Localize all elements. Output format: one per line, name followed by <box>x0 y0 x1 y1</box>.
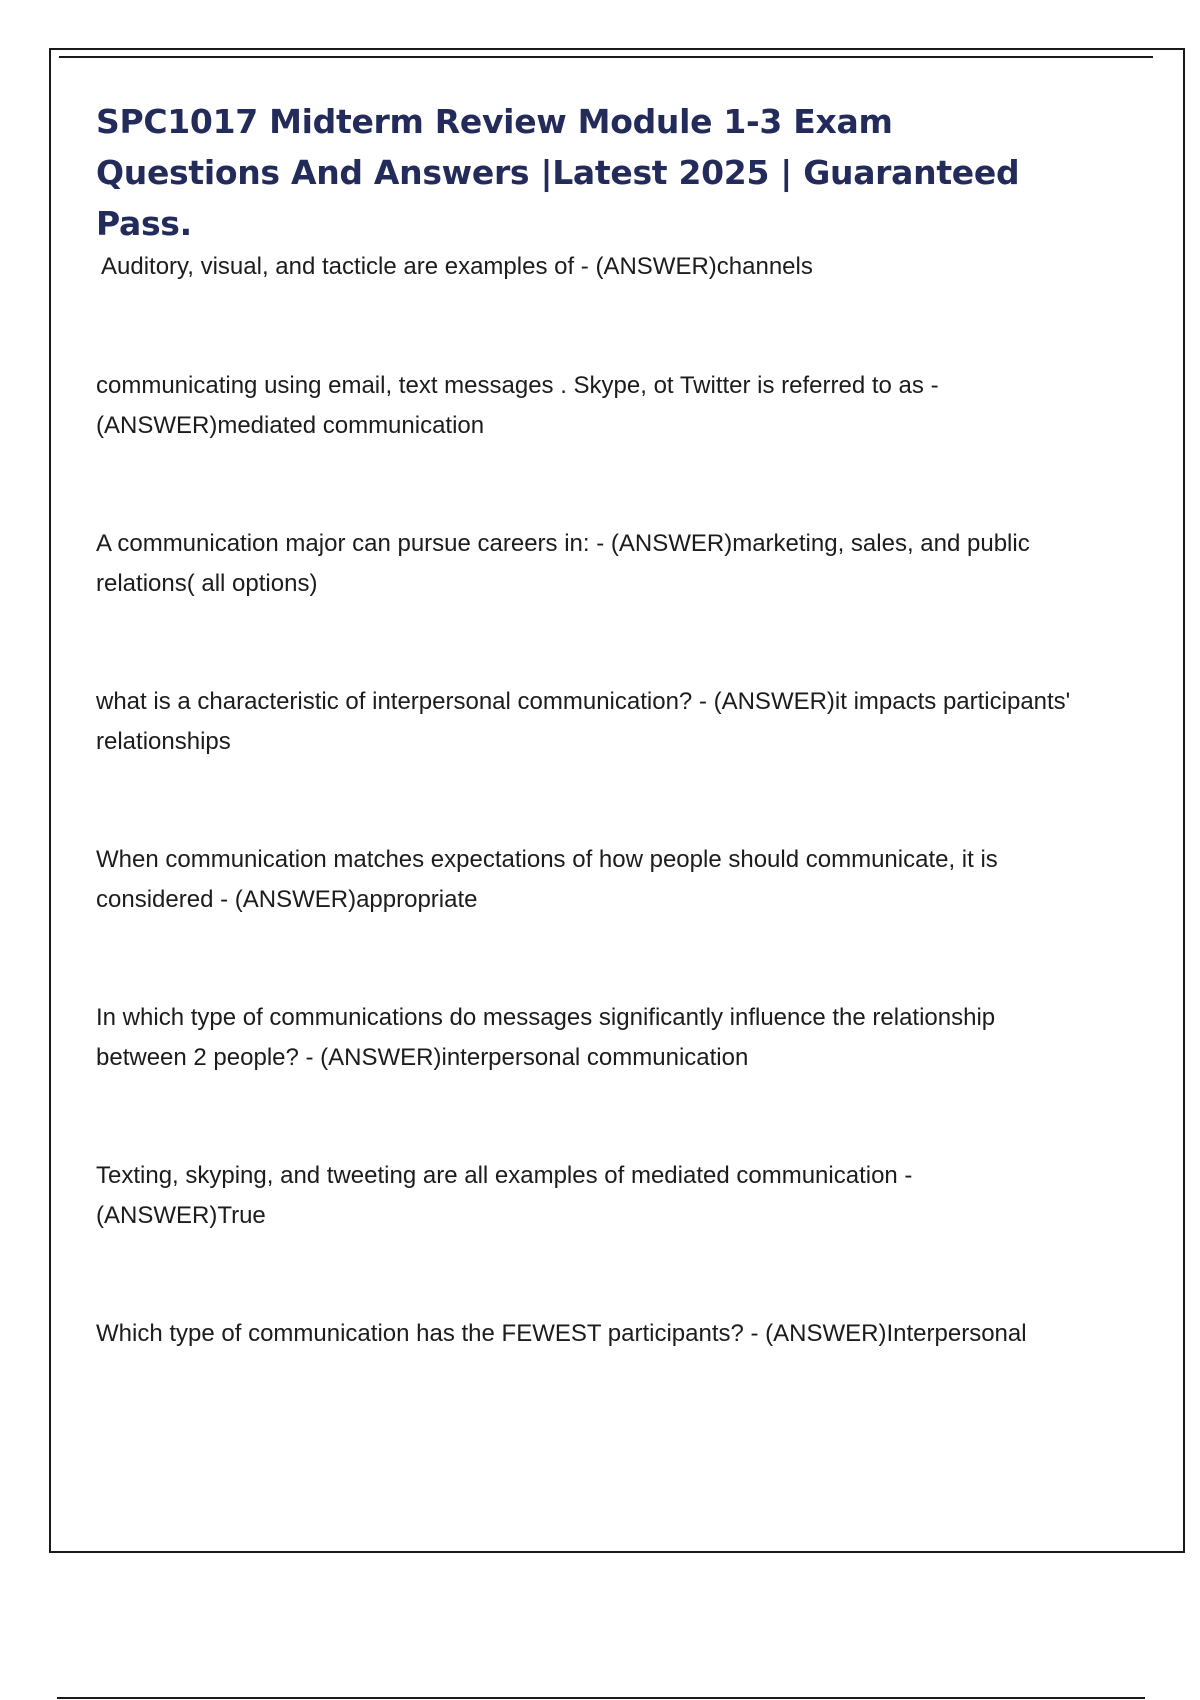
document-title: SPC1017 Midterm Review Module 1-3 Exam Questions And Answers |Latest 2025 | Guaranteed Pass. <box>96 102 1020 243</box>
qa-list <box>96 247 1086 1354</box>
qa-item: In which type of communications do messages significantly influence the relationship between 2 people? - (ANSWER)interpersonal communication <box>96 1004 996 1071</box>
top-rule <box>59 56 1153 58</box>
qa-item: Which type of communication has the FEWEST participants? - (ANSWER)Interpersonal <box>96 1320 1027 1347</box>
qa-item: Auditory, visual, and tacticle are examples of - (ANSWER)channels <box>101 253 813 280</box>
document-body <box>96 96 1086 1354</box>
qa-item: When communication matches expectations of how people should communicate, it is considered - (ANSWER)appropriate <box>96 846 998 913</box>
qa-item: what is a characteristic of interpersonal communication? - (ANSWER)it impacts participants' relationships <box>96 688 1071 755</box>
bottom-rule <box>57 1697 1145 1699</box>
qa-item: communicating using email, text messages . Skype, ot Twitter is referred to as - (ANSWER)mediated communication <box>96 372 939 439</box>
qa-item: A communication major can pursue careers in: - (ANSWER)marketing, sales, and public relations( all options) <box>96 530 1030 597</box>
qa-item: Texting, skyping, and tweeting are all examples of mediated communication - (ANSWER)True <box>96 1162 913 1229</box>
